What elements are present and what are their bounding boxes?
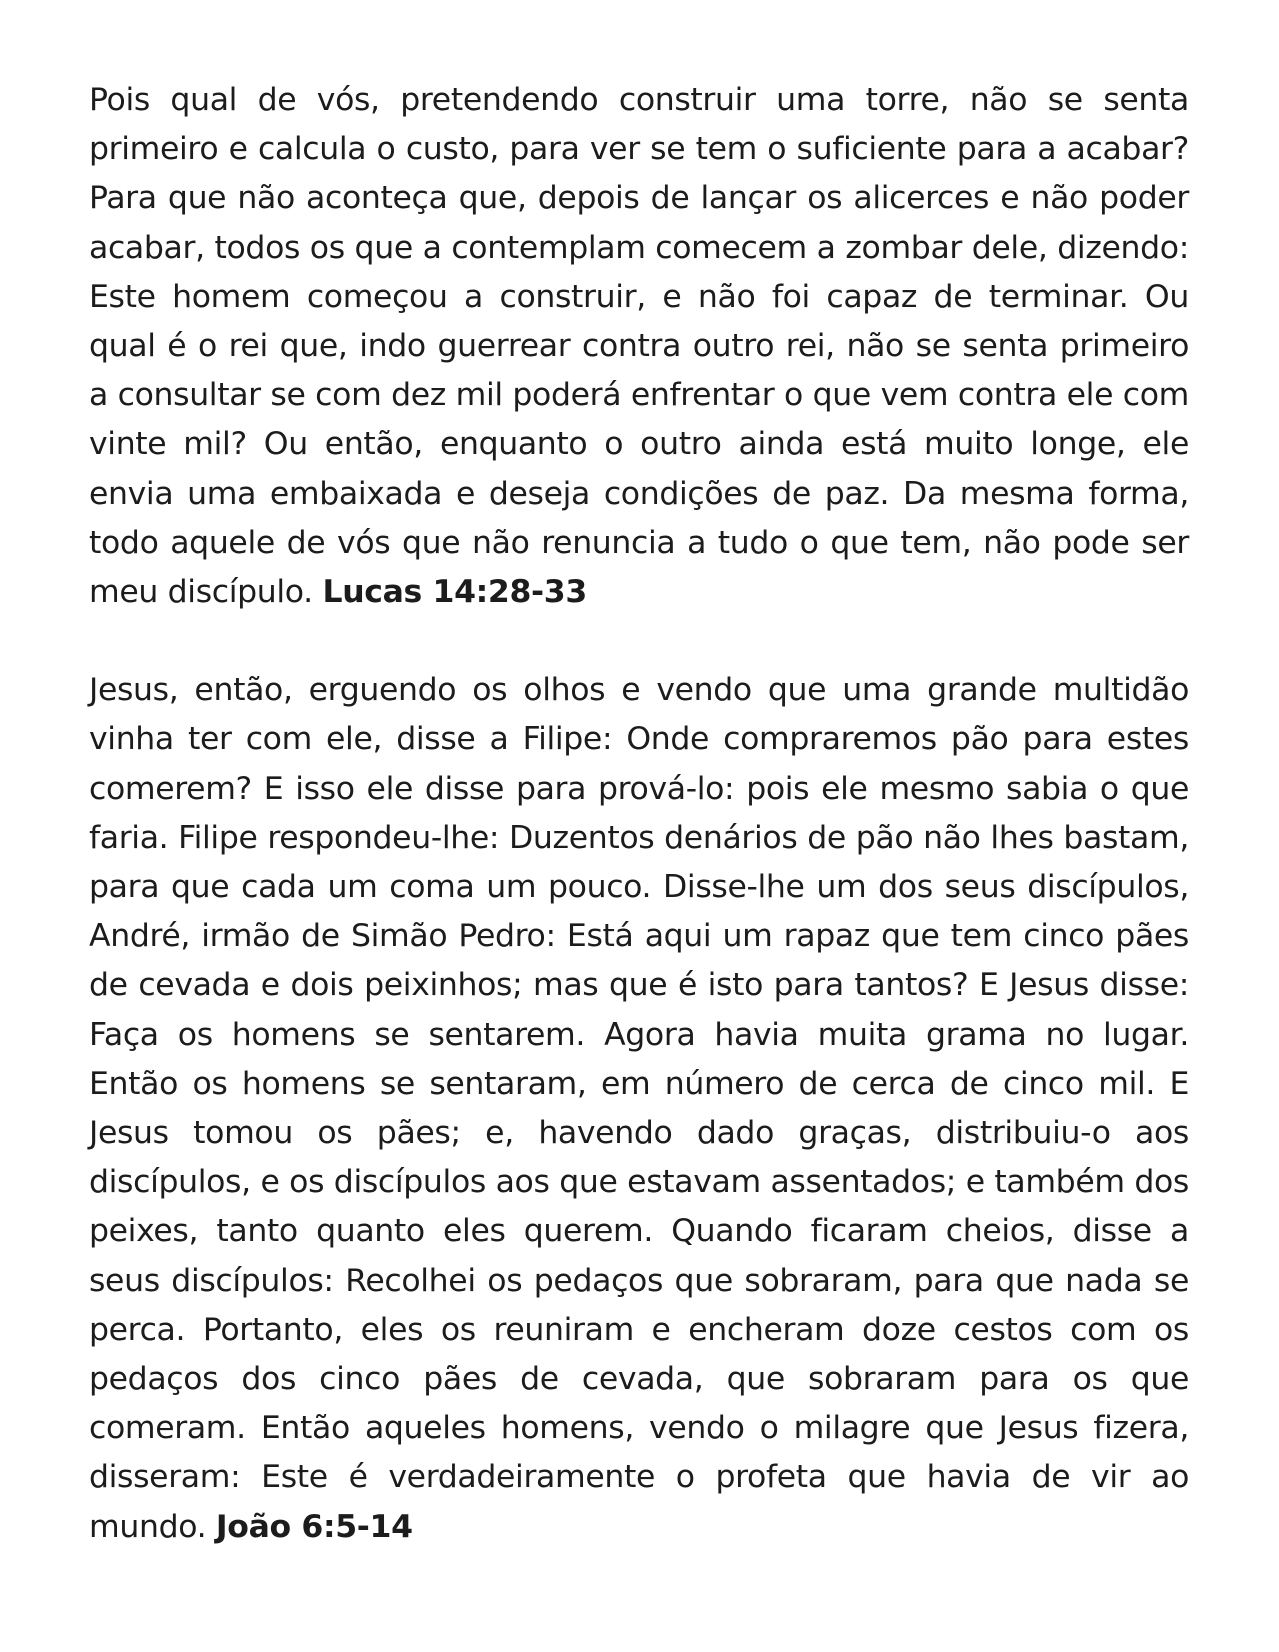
scripture-reference: Lucas 14:28-33 (322, 574, 587, 611)
scripture-passage-john (89, 666, 1189, 1552)
scripture-reference: João 6:5-14 (215, 1508, 413, 1545)
passage-text: Jesus, então, erguendo os olhos e vendo que uma grande multidão vinha ter com ele, disse a Filipe: Onde compraremos pão para estes comerem? E isso ele disse para prová-lo: pois ele mesmo sabia o que faria. Filipe respondeu-lhe: Duzentos denários de pão não lhes bastam, para que cada um coma um pouco. Disse-lhe um dos seus discípulos, André, irmão de Simão Pedro: Está aqui um rapaz que tem cinco pães de cevada e dois peixinhos; mas que é isto para tantos? E Jesus disse: Faça os homens se sentarem. Agora havia muita grama no lugar. Então os homens se sentaram, em número de cerca de cinco mil. E Jesus tomou os pães; e, havendo dado graças, distribuiu-o aos discípulos, e os discípulos aos que estavam assentados; e também dos peixes, tanto quanto eles querem. Quando ficaram cheios, disse a seus discípulos: Recolhei os pedaços que sobraram, para que nada se perca. Portanto, eles os reuniram e encheram doze cestos com os pedaços dos cinco pães de cevada, que sobraram para os que comeram. Então aqueles homens, vendo o milagre que Jesus fizera, disseram: Este é verdadeiramente o profeta que havia de vir ao mundo. (89, 672, 1189, 1545)
scripture-passage-luke (89, 76, 1189, 617)
document-page (89, 76, 1189, 1552)
passage-text: Pois qual de vós, pretendendo construir uma torre, não se senta primeiro e calcula o custo, para ver se tem o suficiente para a acabar? Para que não aconteça que, depois de lançar os alicerces e não poder acabar, todos os que a contemplam comecem a zombar dele, dizendo: Este homem começou a construir, e não foi capaz de terminar. Ou qual é o rei que, indo guerrear contra outro rei, não se senta primeiro a consultar se com dez mil poderá enfrentar o que vem contra ele com vinte mil? Ou então, enquanto o outro ainda está muito longe, ele envia uma embaixada e deseja condições de paz. Da mesma forma, todo aquele de vós que não renuncia a tudo o que tem, não pode ser meu discípulo. (89, 82, 1189, 611)
